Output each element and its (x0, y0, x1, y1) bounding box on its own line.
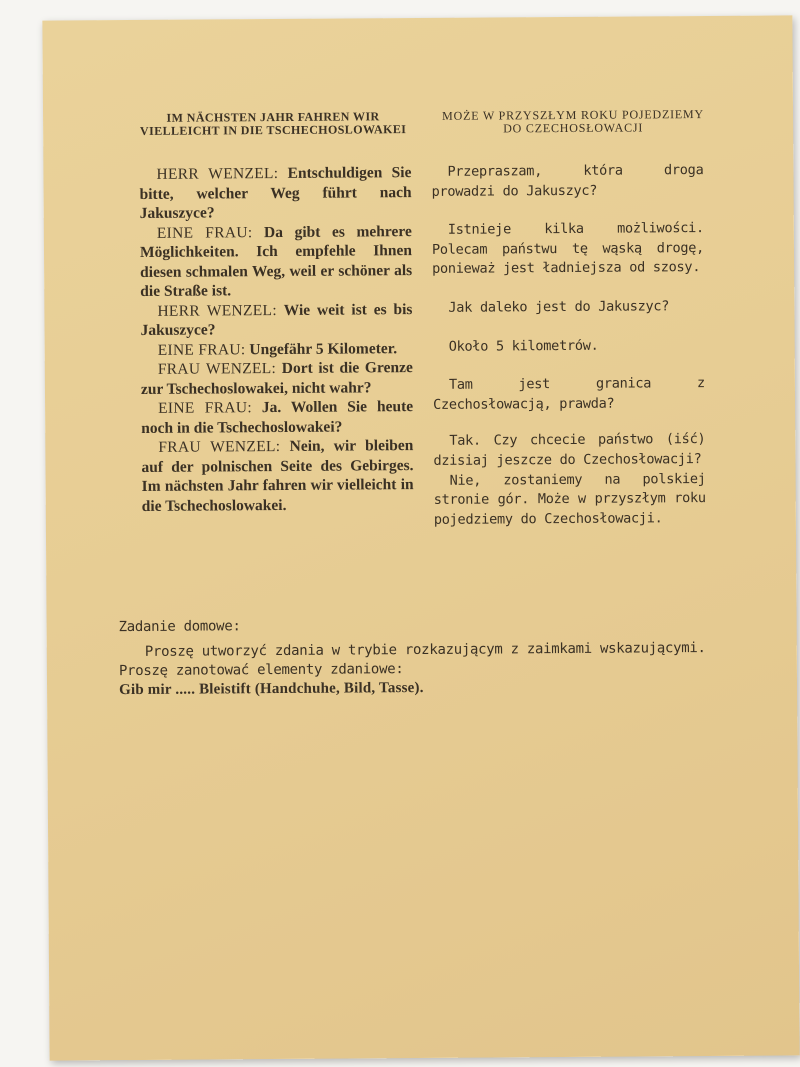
line-text: Nein, wir bleiben auf der polnischen Seite des Gebirges. Im nächsten Jahr fahren wir vielleicht in die Tschechoslowakei. (141, 437, 414, 515)
homework-section (119, 614, 720, 700)
dialogue-line (141, 436, 414, 516)
line-text: Ja. Wollen Sie heute noch in die Tschechoslowakei? (141, 398, 414, 437)
translation-line: Nie, zostaniemy na polskiej stronie gór. Może w przyszłym roku pojedziemy do Czechosłowacji. (433, 470, 706, 528)
dialogue-line (139, 163, 411, 223)
speaker-name: FRAU WENZEL: (158, 437, 281, 456)
polish-dialogue (431, 161, 706, 530)
dialogue-line (141, 339, 413, 360)
line-text: Wie weit ist es bis Jakuszyce? (140, 300, 413, 339)
dialogue-line (140, 300, 412, 341)
book-page (42, 15, 799, 1060)
translation-line: Przepraszam, która droga prowadzi do Jakuszyc? (431, 162, 704, 200)
line-text: Da gibt es mehrere Möglichkeiten. Ich empfehle Ihnen diesen schmalen Weg, weil er schöner als die Straße ist. (139, 222, 413, 300)
dialogue-line (141, 397, 413, 438)
dialogue-line (141, 358, 413, 399)
line-text: Entschuldigen Sie bitte, welcher Weg führt nach Jakuszyce? (139, 164, 412, 222)
german-dialogue (139, 163, 413, 516)
speaker-name: EINE FRAU: (156, 223, 253, 242)
german-heading: IM NÄCHSTEN JAHR FAHREN WIR VIELLEICHT IN DIE TSCHECHOSLOWAKEI (139, 109, 407, 138)
polish-heading: MOŻE W PRZYSZŁYM ROKU POJEDZIEMY DO CZECHOSŁOWACJI (442, 107, 705, 136)
line-text: Dort ist die Grenze zur Tschechoslowakei, nicht wahr? (140, 359, 413, 398)
speaker-name: FRAU WENZEL: (157, 360, 277, 378)
speaker-name: EINE FRAU: (158, 399, 252, 417)
translation-line: Tak. Czy chcecie państwo (iść) dzisiaj jeszcze do Czechosłowacji? (433, 431, 706, 469)
speaker-name: EINE FRAU: (157, 340, 246, 359)
homework-title: Zadanie domowe: (118, 618, 241, 636)
speaker-name: HERR WENZEL: (156, 164, 279, 183)
translation-line: Około 5 kilometrów. (448, 337, 599, 355)
dialogue-line (140, 222, 413, 302)
speaker-name: HERR WENZEL: (157, 301, 277, 320)
homework-example: Gib mir ..... Bleistift (Handchuhe, Bild, Tasse). (118, 679, 424, 699)
translation-line: Istnieje kilka możliwości. Polecam państwu tę wąską drogę, ponieważ jest ładniejsza od szosy. (431, 220, 705, 278)
translation-line: Tam jest granica z Czechosłowacją, prawda? (433, 375, 705, 413)
homework-instruction: Proszę utworzyć zdania w trybie rozkazującym z zaimkami wskazującymi. Proszę zanotować elementy zdaniowe: (118, 640, 706, 680)
translation-line: Jak daleko jest do Jakuszyc? (448, 298, 670, 316)
line-text: Ungefähr 5 Kilometer. (249, 339, 398, 358)
